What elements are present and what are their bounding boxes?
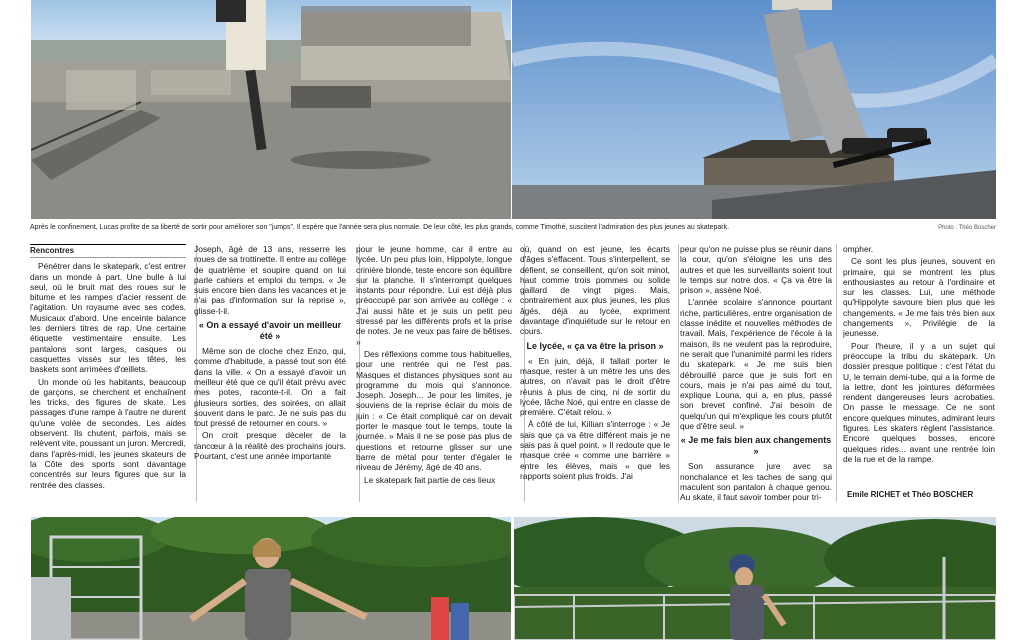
section-rubric: Rencontres [30, 244, 186, 258]
photo-skater-jump [31, 0, 511, 219]
caption-text: Après le confinement, Lucas profite de sa liberté de sortir pour améliorer son "jumps". Il espère que l'année sera plus normale. De leur côté, les plus grands, comme Timothé, suscitent l'admiration des plus jeunes au skatepark. [30, 224, 730, 231]
photo-skater-rail [512, 0, 996, 219]
column-rule [836, 244, 837, 502]
photo-girl-skatepark [31, 517, 511, 640]
paragraph: L'année scolaire s'annonce pourtant riche, particulières, entre organisation de classe inédite et nouvelles méthodes de travail. Mais, l'expérience de l'école à la maison, ils ne veulent pas la reproduire, ne serait que l'unanimité parmi les riders du skatepark. « Je me suis bien débrouillé parce que je suis fort en cours, mais je n'ai pas aimé du tout, explique Louna, qui a, en plus, passé son brevet confiné. J'ai besoin de quelqu'un qui m'explique les cours plutôt que d'être seul. » [680, 297, 832, 432]
paragraph: On croit presque déceler de la rancœur à la réalité des prochains jours. Pourtant, c'est une année importante [194, 430, 346, 462]
paragraph: Le skatepark fait partie de ces lieux [364, 474, 496, 485]
photo-caption [30, 222, 996, 234]
intertitle: Le lycée, « ça va être la prison » [526, 340, 664, 351]
article-column-1 [30, 244, 186, 502]
article-column-2 [194, 244, 346, 502]
paragraph: où, quand on est jeune, les écarts d'âges s'effacent. Tous s'interpellent, se défient, se conseillent, qu'on soit minot, haut comme trois pommes ou solide gaillard de vingt piges. Mais, contrairement aux plus jeunes, les plus âgés, déjà au lycée, expriment davantage d'inquiétude sur le retour en cours. [520, 244, 670, 337]
article-column-5 [680, 244, 832, 502]
paragraph: Ce sont les plus jeunes, souvent en primaire, qui se montrent les plus enthousiastes au retour à l'ordinaire et sur les classes. Lui, une méthode qu'Hippolyte savoure bien plus que les changements. « Je me fais très bien aux changements », Privilégie de la jeunesse. [843, 256, 995, 339]
paragraph: peur qu'on ne puisse plus se réunir dans la cour, qu'on s'éloigne les uns des autres et que les surveillants soient tout le temps sur notre dos. « Ça va être la prison », assène Noé. [680, 244, 832, 296]
paragraph: pour le jeune homme, car il entre au lycée. Un peu plus loin, Hippolyte, longue crinière blonde, teste encore son équilibre sur la planche. Il s'interrompt quelques instants pour répondre. Lui est déjà plus préoccupé par son arrivée au collège : « J'ai aussi hâte et je suis un petit peu stressé par les différents profs et la prise de notes. Je ne veux pas faire de bêtises. » [356, 244, 512, 347]
paragraph: Même son de cloche chez Enzo, qui, comme d'habitude, a passé tout son été dans la ville. « On a essayé d'avoir un meilleur été que ce qu'il était prévu avec mes potes, raconte-t-il. On a fait plusieurs sorties, des soirées, on allait souvent dans le parc. Je ne suis pas du tout pressé de retourner en cours. » [194, 346, 346, 429]
photo-boy-helmet [514, 517, 996, 640]
paragraph: Pénétrer dans le skatepark, c'est entrer dans un monde à part. Une bulle à lui seul, où le bruit mat des roues sur le bitume et les rampes d'acier ressent de l'agitation. Un royaume avec ses codes. Musicaux d'abord. Une enceinte balance les derniers titres de rap. Une certaine étiquette vestimentaire ensuite. Les pantalons sont larges, casques ou casquettes vissés sur les têtes, les baskets sont arrimées d'œillets. [30, 261, 186, 375]
intertitle: « Je me fais bien aux changements » [680, 435, 832, 457]
intertitle: « On a essayé d'avoir un meilleur été » [198, 320, 342, 342]
paragraph: « En juin, déjà, il fallait porter le masque, rester à un mètre les uns des autres, on n'avait pas le droit d'être réunis à plus de cinq, ni de sortir du lycée, lâche Noé, qui entre en classe de première. C'était relou. » [520, 355, 670, 418]
byline: Emile RICHET et Théo BOSCHER [847, 490, 974, 499]
paragraph: Joseph, âgé de 13 ans, resserre les roues de sa trottinette. Il entre au collège de quatrième et soupire quand on lui parle cahiers et emploi du temps. « Je suis encore bien dans les vacances et je n'ai pas d'information sur la reprise », glisse-t-il. [194, 244, 346, 316]
article-column-3 [356, 244, 512, 502]
article-column-6 [843, 244, 995, 484]
paragraph: Pour l'heure, il y a un sujet qui préoccupe la tribu du skatepark. Un dossier presque politique : c'est l'état du U, le terrain demi-tube, qui a la forme de la lettre, dont les jointures déformées rendent dangereuses leurs acrobaties. On passe le message. Ce ne sont encore quelques minutes, admirant leurs figures. Les skaters règlent l'assistance. Encore quelques bosses, encore quelques rides... avant une rentrée loin de la rue et de la rampe. [843, 340, 995, 464]
article-column-4 [520, 244, 670, 502]
paragraph: Son assurance jure avec sa nonchalance et les taches de sang qui maculent son pantalon à chaque genou. Au skate, il faut savoir tomber pour tri- [680, 461, 832, 502]
column-rule [678, 244, 679, 502]
paragraph: Des réflexions comme tous habituelles, pour une rentrée qui ne l'est pas. Masques et distances physiques sont au programme du mois qui s'annonce. Joseph. Joseph... Je pour les limites, je souviens de la reprise éclair du mois de juin : « Ce était compliqué car on devait porter le masque tout le temps, toute la journée. » Mais il ne se pose pas plus de questions et retourne glisser sur une barre de métal pour tenter d'égaler le niveau de Jérémy, âgé de 40 ans. [356, 348, 512, 473]
paragraph: À côté de lui, Killian s'interroge : « Je sais que ça va être différent mais je ne sais pas à quel point. » Il redoute que le masque crée « comme une barrière » entre les élèves, mais « que les rapports soient plus froids. J'ai [520, 419, 670, 481]
paragraph: ompher. [843, 244, 874, 254]
paragraph: Un monde où les habitants, beaucoup de garçons, se cherchent et enchaînent les tricks, des figures de skate. Les passages d'une rampe à l'autre ne durent qu'une volée de secondes. Les aides observent. Ils chutent, parfois, mais se relèvent vite, poussant un juron. Mercredi, dans l'après-midi, les jeunes skateurs de la Côte des sports sont davantage concentrés sur leurs figures que sur la rentrée des classes. [30, 376, 186, 490]
photo-credit: Photo : Théo Boscher [938, 225, 996, 231]
